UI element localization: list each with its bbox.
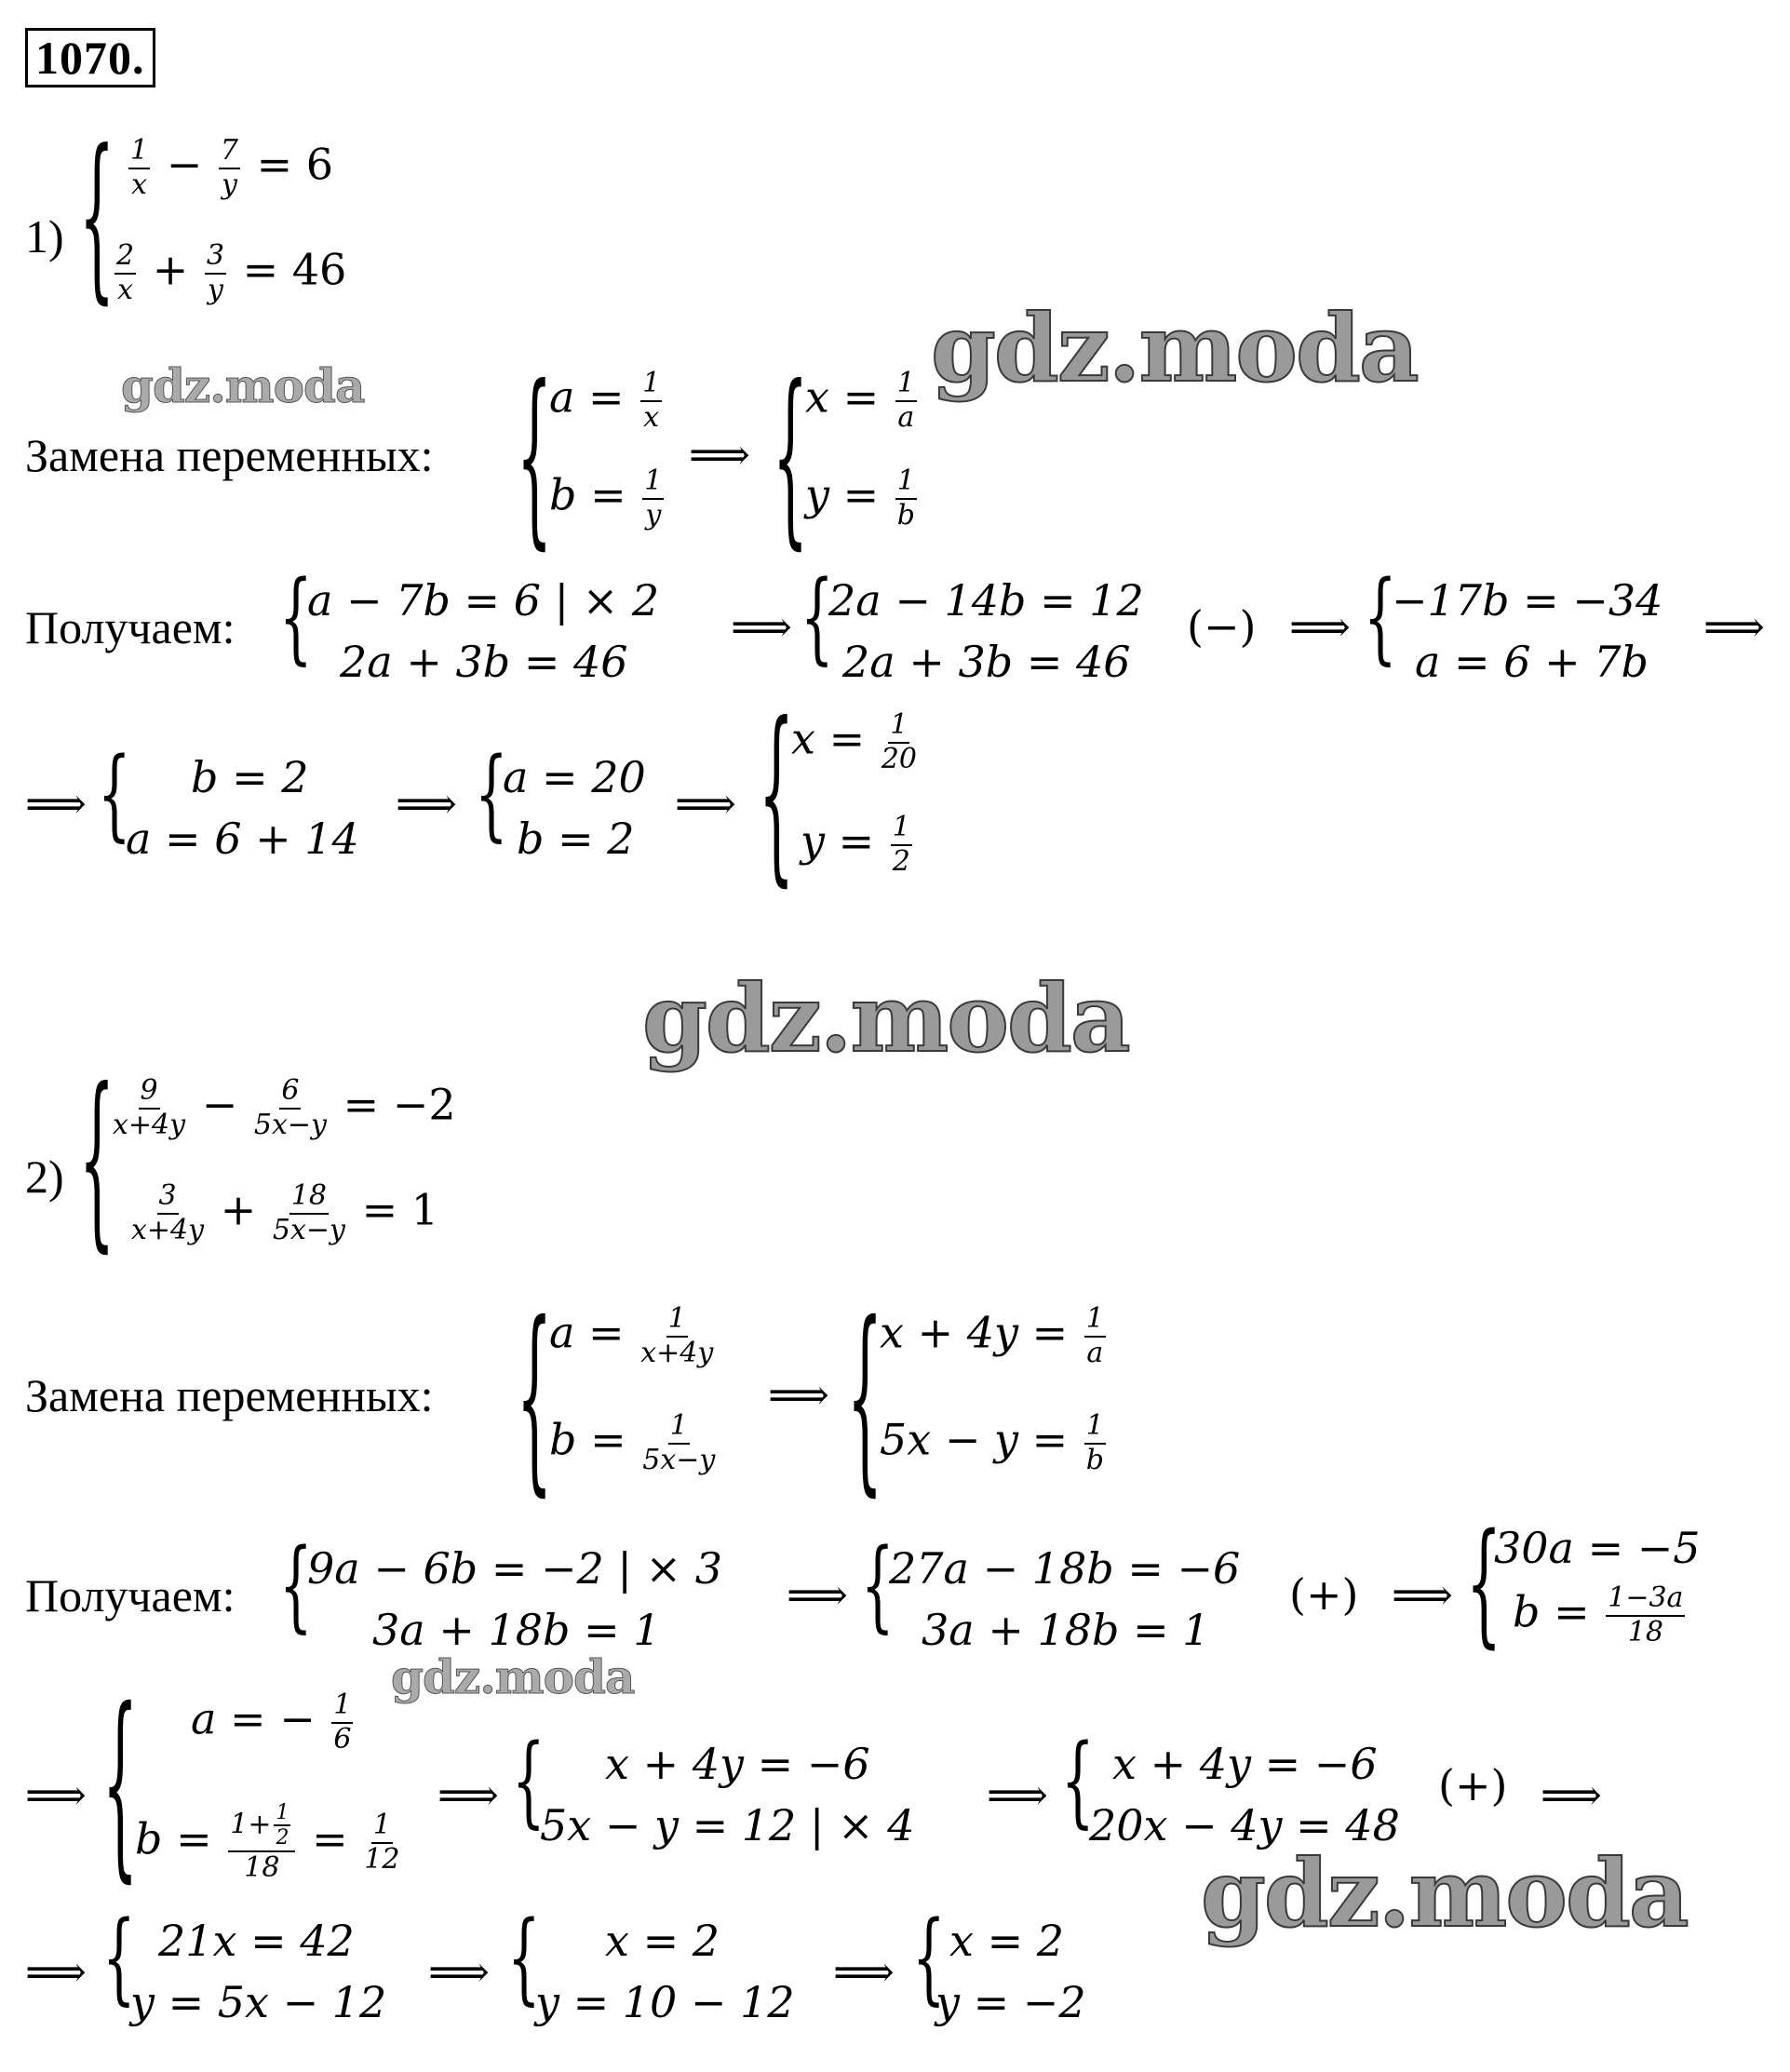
- implies-arrow: ⟹: [1541, 1769, 1602, 1820]
- step3-line2: b = $\frac{1-3a}{18}$: [1513, 1581, 1684, 1648]
- brace: {: [517, 1282, 553, 1516]
- brace: {: [1061, 1724, 1095, 1839]
- plus-operation: (+): [1289, 1569, 1359, 1620]
- implies-arrow: ⟹: [1289, 601, 1351, 652]
- sub-b: b = $\frac{1}{5x-y}$: [549, 1409, 716, 1476]
- implies-arrow: ⟹: [768, 1369, 829, 1419]
- sub-a: a = $\frac{1}{x+4y}$: [549, 1302, 714, 1369]
- brace: {: [759, 684, 795, 906]
- part2-eq1: $\frac{9}{x+4y}$ − $\frac{6}{5x-y}$ = −2: [113, 1074, 456, 1141]
- part1-eq1: $\frac{1}{x}$ − $\frac{7}{y}$ = 6: [130, 134, 334, 201]
- step2-line1: 2a − 14b = 12: [828, 575, 1144, 626]
- problem-number: 1070.: [25, 28, 155, 87]
- step1-line2: 3a + 18b = 1: [372, 1605, 661, 1655]
- brace: {: [801, 560, 834, 676]
- part1-eq2: $\frac{2}{x}$ + $\frac{3}{y}$ = 46: [116, 239, 347, 306]
- implies-arrow: ⟹: [987, 1769, 1048, 1820]
- brace: {: [279, 1528, 313, 1644]
- implies-arrow: ⟹: [396, 778, 457, 828]
- step6-line2: 20x − 4y = 48: [1089, 1800, 1400, 1850]
- implies-arrow: ⟹: [25, 1946, 87, 1997]
- brace: {: [512, 1724, 545, 1839]
- step2-line2: 3a + 18b = 1: [922, 1605, 1210, 1655]
- part1-label: 1): [25, 210, 64, 262]
- brace: {: [861, 1528, 895, 1644]
- brace: {: [847, 1282, 883, 1516]
- implies-arrow: ⟹: [1703, 601, 1765, 652]
- step5-line2: b = 2: [517, 814, 635, 864]
- back-y: y = $\frac{1}{b}$: [805, 464, 915, 531]
- watermark: gdz.moda: [642, 963, 1129, 1073]
- step5-line2: 5x − y = 12 | × 4: [540, 1800, 915, 1850]
- step4-line2: a = 6 + 14: [126, 814, 359, 864]
- step3-line1: −17b = −34: [1392, 575, 1663, 626]
- step8-line1: x = 2: [605, 1916, 720, 1966]
- brace: {: [517, 347, 553, 569]
- step8-line2: y = 10 − 12: [535, 1977, 795, 2027]
- step5-line1: a = 20: [503, 752, 646, 802]
- implies-arrow: ⟹: [437, 1769, 499, 1820]
- brace: {: [475, 737, 508, 853]
- watermark: gdz.moda: [121, 358, 365, 413]
- step4-b: b = 1+ $\frac{1}{2}$ 18 = $\frac{1}{12}$: [135, 1801, 400, 1884]
- brace: {: [102, 1668, 139, 1903]
- brace: {: [98, 737, 131, 853]
- step5-line1: x + 4y = −6: [605, 1739, 870, 1789]
- implies-arrow: ⟹: [787, 1569, 848, 1620]
- plus-operation: (+): [1438, 1760, 1508, 1810]
- part2-label: 2): [25, 1150, 64, 1203]
- implies-arrow: ⟹: [731, 601, 792, 652]
- step2-line2: 2a + 3b = 46: [842, 637, 1131, 687]
- brace: {: [773, 347, 809, 569]
- brace: {: [102, 1901, 136, 2016]
- step4-line1: b = 2: [191, 752, 309, 802]
- implies-arrow: ⟹: [25, 1769, 87, 1820]
- implies-arrow: ⟹: [675, 778, 736, 828]
- sub-b: b = $\frac{1}{y}$: [549, 464, 663, 531]
- implies-arrow: ⟹: [428, 1946, 490, 1997]
- implies-arrow: ⟹: [833, 1946, 895, 1997]
- substitution-label: Замена переменных:: [25, 429, 434, 481]
- step1-line1: 9a − 6b = −2 | × 3: [307, 1543, 722, 1594]
- back-2: 5x − y = $\frac{1}{b}$: [880, 1409, 1104, 1476]
- watermark: gdz.moda: [931, 293, 1418, 403]
- obtain-label: Получаем:: [25, 601, 236, 653]
- answer-x: x = 2: [949, 1916, 1064, 1966]
- step2-line1: 27a − 18b = −6: [889, 1543, 1241, 1594]
- part2-eq2: $\frac{3}{x+4y}$ + $\frac{18}{5x-y}$ = 1: [131, 1179, 439, 1246]
- brace: {: [79, 1050, 115, 1271]
- back-1: x + 4y = $\frac{1}{a}$: [880, 1302, 1104, 1369]
- brace: {: [1466, 1506, 1502, 1662]
- answer-y: y = $\frac{1}{2}$: [801, 811, 910, 878]
- minus-operation: (−): [1187, 601, 1257, 652]
- obtain-label: Получаем:: [25, 1569, 236, 1621]
- brace: {: [912, 1901, 946, 2016]
- step3-line1: 30a = −5: [1494, 1523, 1701, 1573]
- brace: {: [507, 1901, 541, 2016]
- brace: {: [79, 114, 115, 322]
- implies-arrow: ⟹: [689, 429, 750, 479]
- step3-line2: a = 6 + 7b: [1415, 637, 1649, 687]
- brace: {: [279, 560, 313, 676]
- back-x: x = $\frac{1}{a}$: [805, 367, 915, 434]
- step7-line1: 21x = 42: [158, 1916, 355, 1966]
- implies-arrow: ⟹: [1392, 1569, 1453, 1620]
- step1-line1: a − 7b = 6 | × 2: [307, 575, 660, 626]
- brace: {: [1364, 560, 1397, 676]
- step4-a: a = − $\frac{1}{6}$: [191, 1689, 352, 1756]
- step6-line1: x + 4y = −6: [1112, 1739, 1378, 1789]
- sub-a: a = $\frac{1}{x}$: [549, 367, 661, 434]
- implies-arrow: ⟹: [25, 778, 87, 828]
- step7-line2: y = 5x − 12: [130, 1977, 387, 2027]
- watermark: gdz.moda: [1201, 1838, 1688, 1948]
- step1-line2: 2a + 3b = 46: [340, 637, 628, 687]
- watermark: gdz.moda: [391, 1649, 635, 1704]
- answer-x: x = $\frac{1}{20}$: [791, 708, 917, 775]
- substitution-label: Замена переменных:: [25, 1369, 434, 1421]
- answer-y: y = −2: [935, 1977, 1086, 2027]
